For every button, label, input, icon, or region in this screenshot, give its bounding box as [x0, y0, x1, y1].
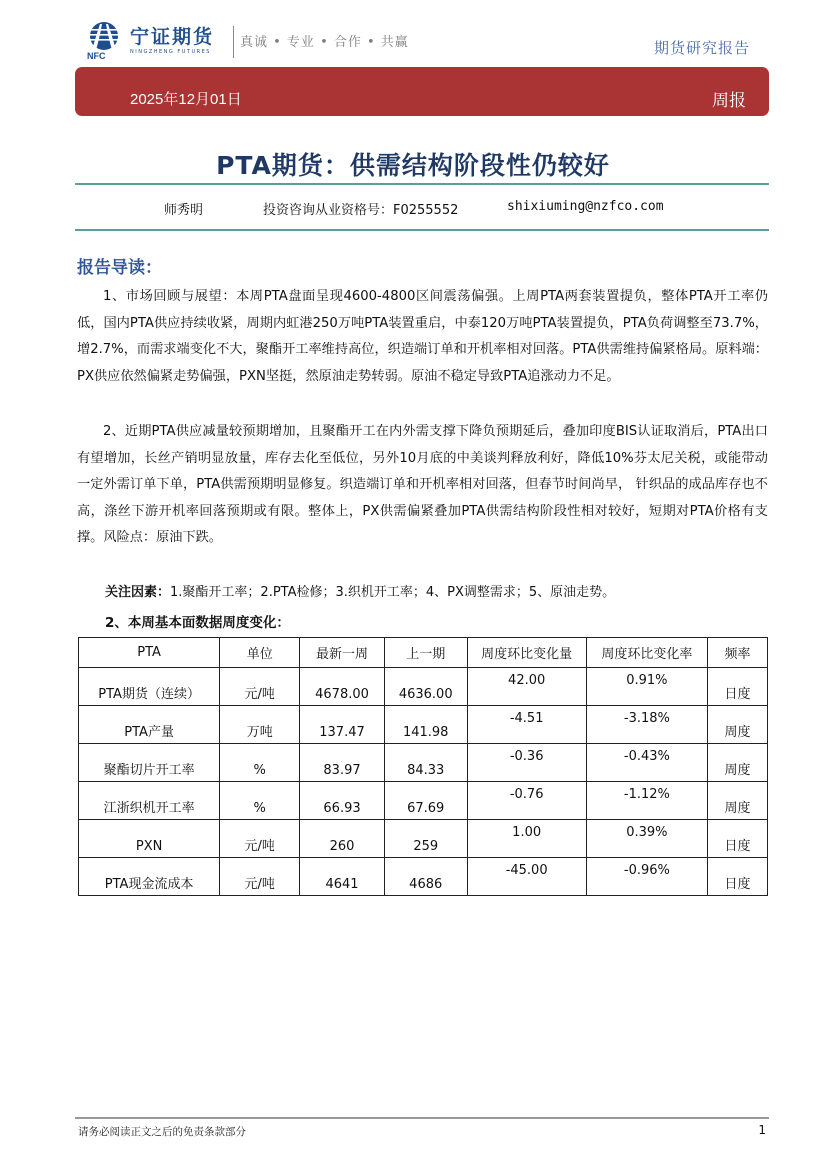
table-cell: 元/吨	[220, 668, 300, 706]
table-cell: 4641	[300, 858, 385, 896]
column-header: 周度环比变化量	[467, 638, 586, 668]
table-cell: 4678.00	[300, 668, 385, 706]
table-cell: 137.47	[300, 706, 385, 744]
table-cell: 元/吨	[220, 858, 300, 896]
section-heading: 报告导读：	[77, 258, 162, 278]
table-cell: 66.93	[300, 782, 385, 820]
table-heading: 2、本周基本面数据周度变化：	[105, 615, 290, 631]
column-header: 频率	[708, 638, 768, 668]
table-cell: PTA现金流成本	[79, 858, 220, 896]
focus-factors	[105, 581, 615, 600]
table-cell: 4686	[384, 858, 467, 896]
footer-divider	[75, 1117, 769, 1119]
table-row	[79, 782, 768, 820]
column-header: 单位	[220, 638, 300, 668]
brand-name: 宁证期货	[130, 26, 215, 48]
table-cell: 日度	[708, 820, 768, 858]
footer-disclaimer: 请务必阅读正文之后的免责条款部分	[78, 1126, 246, 1138]
report-date: 2025年12月01日	[130, 91, 242, 108]
table-cell: -0.36	[467, 744, 586, 782]
table-cell: %	[220, 782, 300, 820]
table-cell: 1.00	[467, 820, 586, 858]
table-cell: 0.39%	[586, 820, 707, 858]
table-cell: -0.43%	[586, 744, 707, 782]
table-cell: -45.00	[467, 858, 586, 896]
table-header-row	[79, 638, 768, 668]
table-cell: 日度	[708, 668, 768, 706]
report-type: 期货研究报告	[653, 39, 750, 57]
slogan: 真诚 • 专业 • 合作 • 共赢	[240, 35, 409, 50]
column-header: PTA	[79, 638, 220, 668]
focus-factors-label: 关注因素：	[105, 585, 171, 600]
table-cell: 日度	[708, 858, 768, 896]
table-row	[79, 820, 768, 858]
table-cell: 江浙织机开工率	[79, 782, 220, 820]
table-cell: 141.98	[384, 706, 467, 744]
table-cell: 聚酯切片开工率	[79, 744, 220, 782]
brand-english-name: NINGZHENG FUTURES	[130, 49, 211, 55]
table-cell: 万吨	[220, 706, 300, 744]
table-cell: 0.91%	[586, 668, 707, 706]
table-cell: 260	[300, 820, 385, 858]
fundamentals-table	[78, 637, 768, 896]
table-cell: PXN	[79, 820, 220, 858]
table-cell: PTA产量	[79, 706, 220, 744]
table-cell: -0.96%	[586, 858, 707, 896]
table-row	[79, 706, 768, 744]
table-cell: 4636.00	[384, 668, 467, 706]
header-divider	[233, 26, 234, 58]
table-cell: 周度	[708, 706, 768, 744]
author-cert: 投资咨询从业资格号：F0255552	[263, 203, 459, 218]
table-cell: -4.51	[467, 706, 586, 744]
author-email: shixiuming@nzfco.com	[507, 199, 664, 214]
divider	[75, 229, 769, 231]
author-name: 师秀明	[164, 203, 204, 218]
column-header: 最新一周	[300, 638, 385, 668]
table-cell: 周度	[708, 782, 768, 820]
table-row	[79, 744, 768, 782]
report-kind: 周报	[712, 91, 746, 111]
column-header: 周度环比变化率	[586, 638, 707, 668]
page-number: 1	[758, 1123, 766, 1137]
table-cell: 周度	[708, 744, 768, 782]
table-cell: 84.33	[384, 744, 467, 782]
table-cell: 259	[384, 820, 467, 858]
table-cell: -0.76	[467, 782, 586, 820]
table-cell: -3.18%	[586, 706, 707, 744]
page-title: PTA期货：供需结构阶段性仍较好	[216, 151, 610, 180]
table-cell: 42.00	[467, 668, 586, 706]
paragraph-outlook: 2、近期PTA供应减量较预期增加，且聚酯开工在内外需支撑下降负预期延后，叠加印度BIS认证取消后，PTA出口有望增加，长丝产销明显放量，库存去化至低位，另外10月底的中美谈判释放利好，降低10%芬太尼关税，或能带动一定外需订单下单，PTA供需预期明显修复。织造端订单和开机率相对回落，但春节时间尚早， 针织品的成品库存也不高，涤丝下游开机率回落预期或有限。整体上，PX供需偏紧叠加PTA供需结构阶段性相对较好，短期对PTA价格有支撑。风险点：原油下跌。	[77, 424, 768, 545]
table-cell: 元/吨	[220, 820, 300, 858]
table-cell: PTA期货（连续）	[79, 668, 220, 706]
table-cell: -1.12%	[586, 782, 707, 820]
column-header: 上一期	[384, 638, 467, 668]
table-row	[79, 858, 768, 896]
table-cell: 83.97	[300, 744, 385, 782]
paragraph-market-review: 1、市场回顾与展望：本周PTA盘面呈现4600-4800区间震荡偏强。上周PTA两套装置提负，整体PTA开工率仍低，国内PTA供应持续收紧，周期内虹港250万吨PTA装置重启，中泰120万吨PTA装置提负，PTA负荷调整至73.7%，增2.7%，而需求端变化不大，聚酯开工率维持高位，织造端订单和开机率相对回落。PTA供需维持偏紧格局。原料端：PX供应依然偏紧走势偏强，PXN坚挺，然原油走势转弱。原油不稳定导致PTA追涨动力不足。	[77, 289, 768, 384]
divider	[75, 183, 769, 185]
table-cell: %	[220, 744, 300, 782]
svg-text:NFC: NFC	[87, 51, 106, 60]
table-cell: 67.69	[384, 782, 467, 820]
focus-factors-text: 1.聚酯开工率；2.PTA检修；3.织机开工率；4、PX调整需求；5、原油走势。	[170, 585, 616, 600]
table-row	[79, 668, 768, 706]
